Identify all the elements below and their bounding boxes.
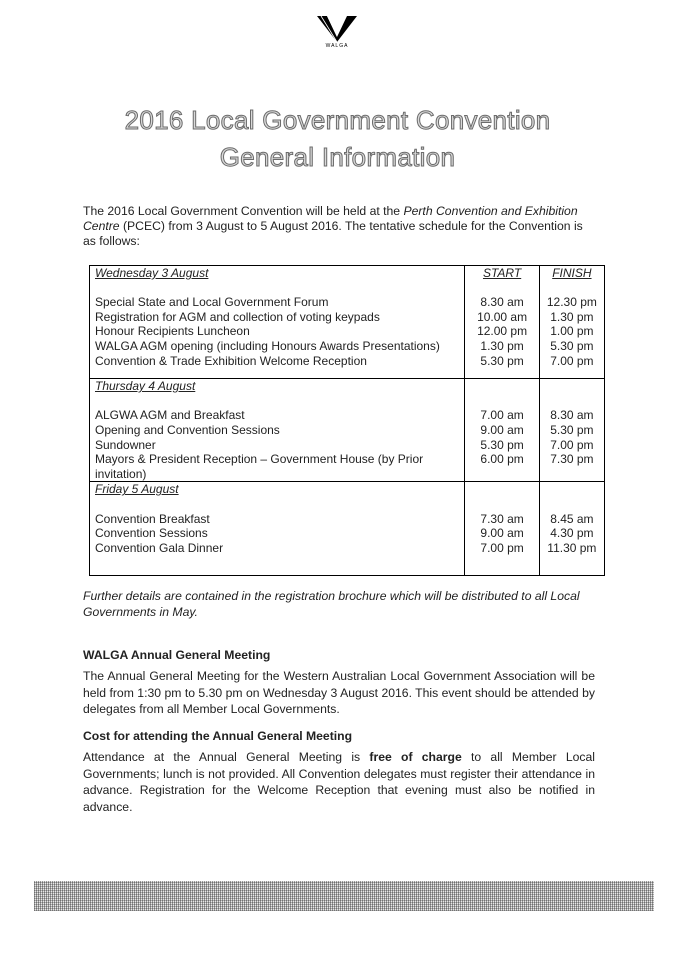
- day-finish-cell: [539, 379, 604, 482]
- event-finish: 5.30 pm: [550, 422, 594, 437]
- event-start: 8.30 am: [480, 295, 524, 310]
- event-name: WALGA AGM opening (including Honours Awards Presentations): [95, 338, 440, 353]
- agm-paragraph: The Annual General Meeting for the Western Australian Local Government Association will be held from 1:30 pm to 5.30 pm on Wednesday 3 August 2016. This event should be attended by delegates from all Member Local Governments.: [83, 669, 595, 716]
- schedule-day-row: [90, 379, 605, 482]
- event-start: 12.00 pm: [477, 324, 528, 339]
- event-finish: 4.30 pm: [550, 526, 594, 541]
- day-events-cell: [90, 266, 465, 379]
- event-name: Mayors & President Reception – Government House (by Prior invitation): [95, 452, 424, 481]
- day-finish-cell: [539, 482, 604, 576]
- finish-header: FINISH: [552, 266, 592, 280]
- day-events-cell: [90, 482, 465, 576]
- event-start: 9.00 am: [480, 422, 524, 437]
- cost-text-after: to all Member Local Governments; lunch is not provided. All Convention delegates must register their attendance in advance. Registration for the Welcome Reception that evening must also be notified in advance.: [83, 750, 595, 814]
- intro-part-1: The 2016 Local Government Convention will be held at the: [83, 204, 404, 218]
- event-start: 9.00 am: [480, 526, 524, 541]
- event-name: Opening and Convention Sessions: [95, 422, 280, 437]
- day-start-cell: [465, 482, 539, 576]
- intro-paragraph: [83, 204, 595, 249]
- day-start-cell: [465, 379, 539, 482]
- event-finish: 12.30 pm: [546, 295, 597, 310]
- event-start: 6.00 pm: [480, 452, 524, 467]
- event-name: Convention Gala Dinner: [95, 540, 224, 555]
- title-line-2: General Information: [219, 142, 456, 172]
- event-name: Honour Recipients Luncheon: [95, 324, 250, 339]
- intro-venue: Perth Convention and Exhibition Centre: [83, 204, 578, 233]
- event-name: Convention Sessions: [95, 526, 208, 541]
- event-finish: 7.00 pm: [550, 437, 594, 452]
- event-name: Special State and Local Government Forum: [95, 295, 329, 310]
- start-header: START: [482, 266, 522, 280]
- event-finish: 7.30 pm: [550, 452, 594, 467]
- event-start: 1.30 pm: [480, 338, 524, 353]
- cost-text-before: Attendance at the Annual General Meeting is: [83, 750, 370, 764]
- event-finish: 5.30 pm: [550, 338, 594, 353]
- event-name: Convention Breakfast: [95, 511, 210, 526]
- event-start: 5.30 pm: [480, 353, 524, 368]
- event-finish: 1.30 pm: [550, 309, 594, 324]
- page-title: [0, 102, 675, 176]
- schedule-table: [89, 265, 605, 576]
- event-finish: 7.00 pm: [550, 353, 594, 368]
- day-finish-cell: [539, 266, 604, 379]
- event-finish: 8.30 am: [550, 408, 594, 423]
- day-label: Friday 5 August: [95, 482, 179, 497]
- further-details-note: Further details are contained in the registration brochure which will be distributed to all Local Governments in May.: [83, 589, 580, 619]
- day-start-cell: [465, 266, 539, 379]
- footer-pattern-band: [34, 881, 654, 911]
- intro-part-2: (PCEC) from 3 August to 5 August 2016. The tentative schedule for the Convention is as follows:: [83, 219, 583, 248]
- cost-paragraph: [83, 749, 595, 815]
- event-name: Convention & Trade Exhibition Welcome Reception: [95, 353, 367, 368]
- event-finish: 8.45 am: [550, 511, 594, 526]
- event-start: 7.00 am: [480, 408, 524, 423]
- event-finish: 11.30 pm: [547, 540, 597, 555]
- event-name: ALGWA AGM and Breakfast: [95, 408, 245, 423]
- event-finish: 1.00 pm: [550, 324, 594, 339]
- day-events-cell: [90, 379, 465, 482]
- event-start: 7.30 am: [480, 511, 524, 526]
- schedule-day-row: [90, 266, 605, 379]
- event-name: Registration for AGM and collection of voting keypads: [95, 309, 380, 324]
- event-start: 5.30 pm: [480, 437, 524, 452]
- walga-v-logo-icon: [316, 15, 358, 43]
- day-label: Wednesday 3 August: [95, 266, 209, 280]
- event-name: Sundowner: [95, 437, 156, 452]
- walga-logo: [316, 15, 358, 49]
- event-start: 7.00 pm: [480, 540, 524, 555]
- day-label: Thursday 4 August: [95, 379, 196, 394]
- agm-heading: WALGA Annual General Meeting: [83, 648, 271, 662]
- cost-free-of-charge: free of charge: [369, 750, 462, 764]
- title-line-1: 2016 Local Government Convention: [124, 105, 551, 135]
- cost-heading: Cost for attending the Annual General Meeting: [83, 729, 353, 743]
- logo-text: WALGA: [325, 43, 349, 49]
- event-start: 10.00 am: [477, 309, 528, 324]
- schedule-day-row: [90, 482, 605, 576]
